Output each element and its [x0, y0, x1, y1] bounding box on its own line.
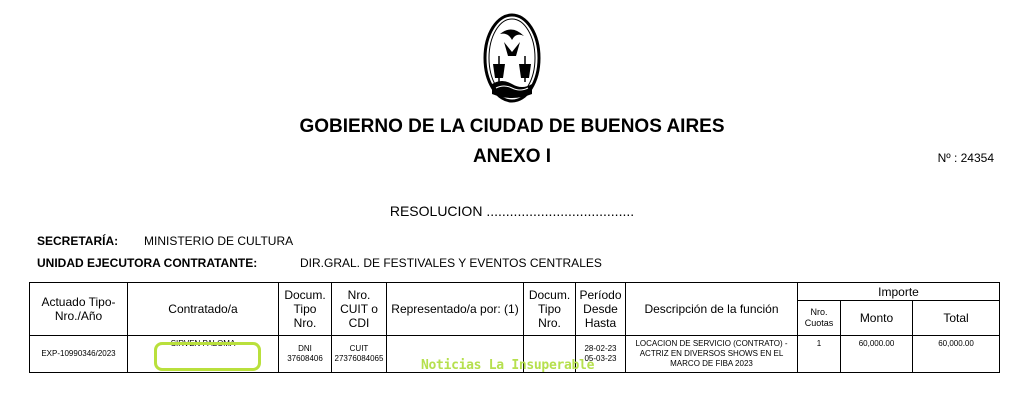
cell-periodo: 28-02-23 05-03-23	[576, 336, 626, 373]
cell-total: 60,000.00	[913, 336, 1000, 373]
header-cuit: Nro. CUIT o CDI	[332, 283, 387, 336]
header-contratado: Contratado/a	[128, 283, 279, 336]
header-importe: Importe	[798, 283, 1000, 301]
cell-actuado: EXP-10990346/2023	[30, 336, 128, 373]
cell-monto: 60,000.00	[841, 336, 913, 373]
document-number: Nº : 24354	[937, 151, 994, 165]
highlight-circle	[154, 342, 261, 371]
document-title: GOBIERNO DE LA CIUDAD DE BUENOS AIRES	[299, 116, 725, 137]
header-monto: Monto	[841, 301, 913, 336]
header-total: Total	[913, 301, 1000, 336]
unidad-value: DIR.GRAL. DE FESTIVALES Y EVENTOS CENTRALES	[300, 256, 602, 270]
unidad-label: UNIDAD EJECUTORA CONTRATANTE:	[37, 256, 258, 270]
resolution-line: RESOLUCION ......................................	[389, 203, 635, 219]
cell-descripcion: LOCACION DE SERVICIO (CONTRATO) - ACTRIZ EN DIVERSOS SHOWS EN EL MARCO DE FIBA 2023	[626, 336, 798, 373]
secretaria-value: MINISTERIO DE CULTURA	[144, 234, 294, 248]
header-docum-tipo-2: Docum. Tipo Nro.	[524, 283, 576, 336]
cell-cuotas: 1	[798, 336, 841, 373]
watermark-text: Noticias La Insuperable	[421, 358, 595, 373]
cell-contratado: SIRVEN PALOMA	[128, 336, 279, 373]
header-periodo: Período Desde Hasta	[576, 283, 626, 336]
header-cuotas: Nro. Cuotas	[798, 301, 841, 336]
secretaria-label: SECRETARÍA:	[37, 234, 119, 248]
header-descripcion: Descripción de la función	[626, 283, 798, 336]
cell-cuit: CUIT 27376084065	[332, 336, 387, 373]
header-actuado: Actuado Tipo-Nro./Año	[30, 283, 128, 336]
annex-title: ANEXO I	[472, 146, 552, 167]
buenos-aires-seal-icon	[482, 12, 542, 104]
cell-documento: DNI 37608406	[279, 336, 332, 373]
header-representado: Representado/a por: (1)	[387, 283, 524, 336]
header-docum-tipo: Docum. Tipo Nro.	[279, 283, 332, 336]
